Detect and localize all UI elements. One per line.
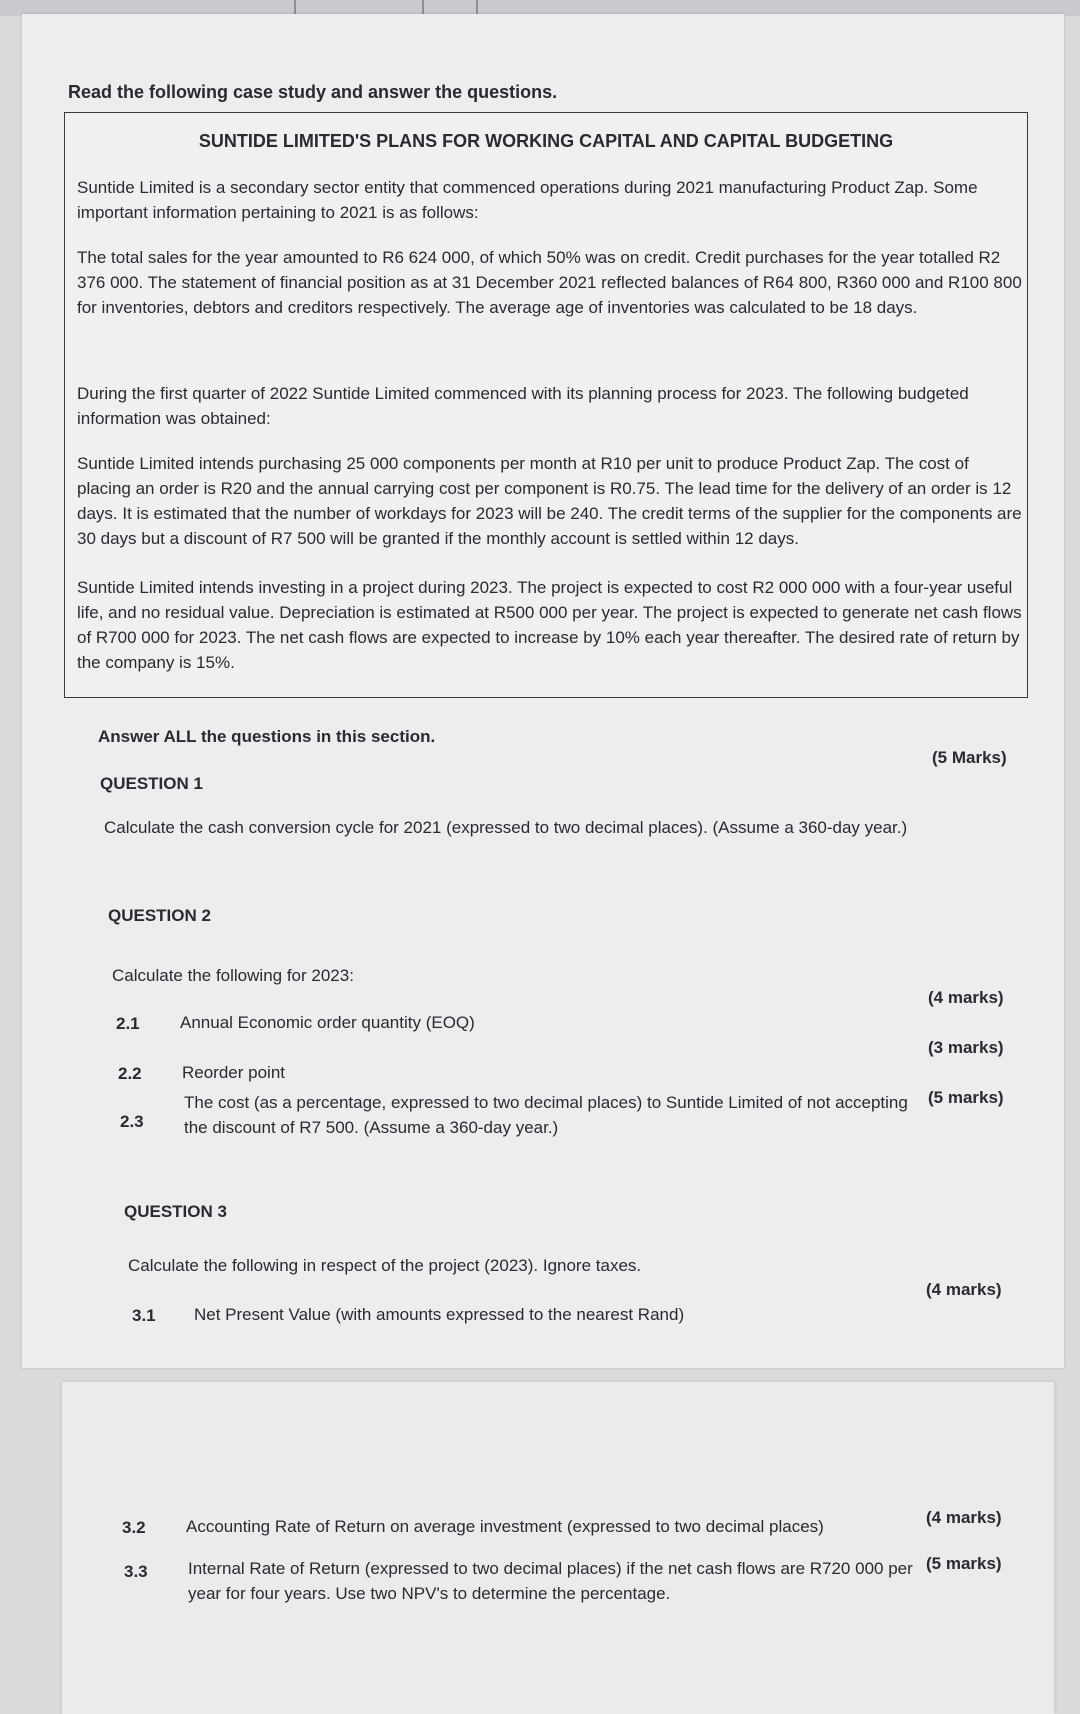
question-item-marks: (5 marks)	[926, 1554, 1002, 1573]
top-bar-tick	[422, 0, 424, 14]
question-item-text: Accounting Rate of Return on average investment (expressed to two decimal places)	[186, 1517, 824, 1536]
question-item-text: Net Present Value (with amounts expressed to the nearest Rand)	[194, 1305, 685, 1324]
question-3-intro: Calculate the following in respect of the project (2023). Ignore taxes.	[128, 1256, 642, 1275]
question-item-number: 2.1	[116, 1014, 140, 1033]
question-item-number: 2.2	[118, 1064, 142, 1083]
case-paragraph: The total sales for the year amounted to R6 624 000, of which 50% was on credit. Credit purchases for the year totalled R2 376 000. The statement of financial position as at 31 December 2021 reflected balances of R64 800, R360 000 and R100 800 for inventories, debtors and creditors respectively. The average age of inventories was calculated to be 18 days.	[77, 248, 1022, 317]
question-item-number: 3.1	[132, 1306, 156, 1325]
document-page-2	[62, 1382, 1054, 1714]
top-bar-tick	[476, 0, 478, 14]
question-1-marks: (5 Marks)	[932, 748, 1007, 767]
question-item-number: 2.3	[120, 1112, 144, 1131]
case-study-box	[64, 112, 1028, 698]
intro-text: Read the following case study and answer the questions.	[68, 82, 558, 102]
question-item-marks: (3 marks)	[928, 1038, 1004, 1057]
question-item-number: 3.3	[124, 1562, 148, 1581]
question-1-heading: QUESTION 1	[100, 774, 203, 793]
case-study-title: SUNTIDE LIMITED'S PLANS FOR WORKING CAPITAL AND CAPITAL BUDGETING	[198, 131, 894, 151]
question-item-text: The cost (as a percentage, expressed to two decimal places) to Suntide Limited of not accepting the discount of R7 500. (Assume a 360-day year.)	[184, 1093, 908, 1137]
question-item-marks: (4 marks)	[926, 1508, 1002, 1527]
question-item-marks: (4 marks)	[926, 1280, 1002, 1299]
instruction-text: Answer ALL the questions in this section.	[98, 727, 436, 746]
question-item-text: Annual Economic order quantity (EOQ)	[180, 1013, 475, 1032]
case-paragraph: Suntide Limited is a secondary sector entity that commenced operations during 2021 manufacturing Product Zap. Some important information pertaining to 2021 is as follows:	[77, 178, 978, 222]
question-item-marks: (4 marks)	[928, 988, 1004, 1007]
document-page-1	[22, 14, 1064, 1368]
question-item-marks: (5 marks)	[928, 1088, 1004, 1107]
question-item-text: Internal Rate of Return (expressed to two decimal places) if the net cash flows are R720 000 per year for four years. Use two NPV's to determine the percentage.	[188, 1559, 913, 1603]
case-paragraph: Suntide Limited intends investing in a project during 2023. The project is expected to cost R2 000 000 with a four-year useful life, and no residual value. Depreciation is estimated at R500 000 per year. The project is expected to generate net cash flows of R700 000 for 2023. The net cash flows are expected to increase by 10% each year thereafter. The desired rate of return by the company is 15%.	[77, 578, 1022, 672]
question-3-heading: QUESTION 3	[124, 1202, 227, 1221]
top-bar-tick	[294, 0, 296, 14]
question-item-text: Reorder point	[182, 1063, 286, 1082]
question-1-text: Calculate the cash conversion cycle for 2021 (expressed to two decimal places). (Assume a 360-day year.)	[104, 818, 908, 837]
question-item-number: 3.2	[122, 1518, 146, 1537]
question-2-heading: QUESTION 2	[108, 906, 211, 925]
case-paragraph: Suntide Limited intends purchasing 25 000 components per month at R10 per unit to produce Product Zap. The cost of placing an order is R20 and the annual carrying cost per component is R0.75. The lead time for the delivery of an order is 12 days. It is estimated that the number of workdays for 2023 will be 240. The credit terms of the supplier for the components are 30 days but a discount of R7 500 will be granted if the monthly account is settled within 12 days.	[77, 454, 1022, 548]
case-paragraph: During the first quarter of 2022 Suntide Limited commenced with its planning process for 2023. The following budgeted information was obtained:	[77, 384, 969, 428]
question-2-intro: Calculate the following for 2023:	[112, 966, 354, 985]
